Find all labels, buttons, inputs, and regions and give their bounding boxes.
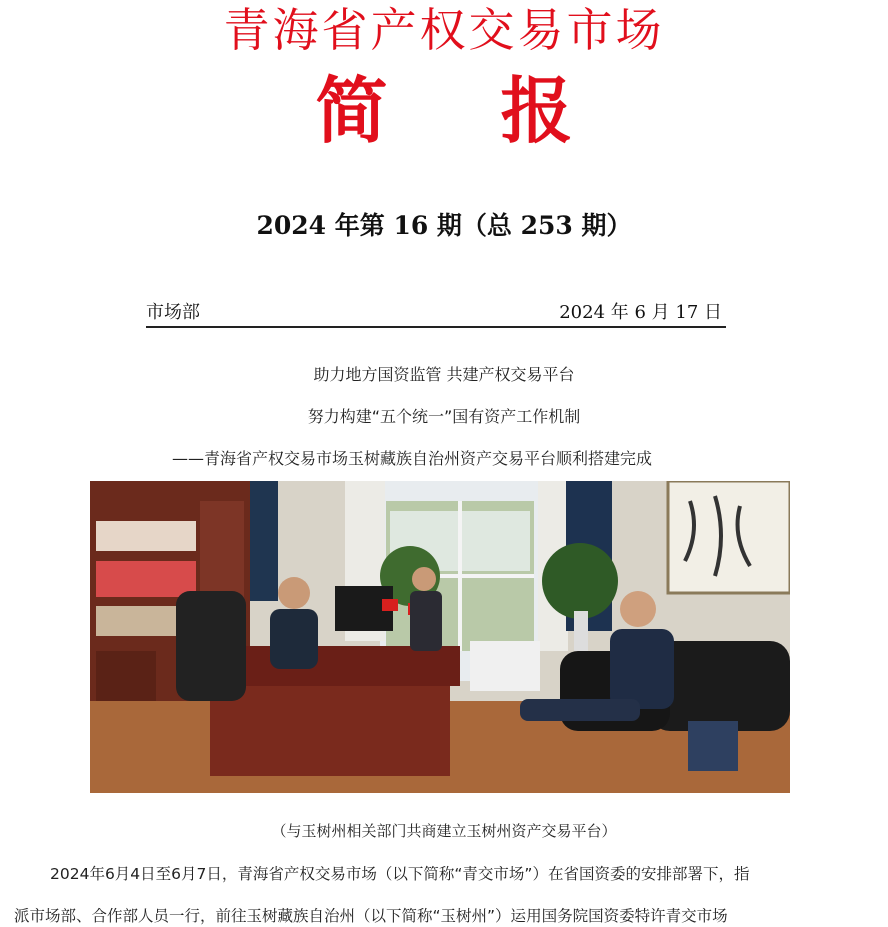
organization-name: 青海省产权交易市场 [223, 3, 665, 57]
meta-row [146, 296, 726, 328]
body-paragraph-line-2: 派市场部、合作部人员一行，前往玉树藏族自治州（以下简称“玉树州”）运用国务院国资委特许青交市场 [14, 907, 728, 925]
headline-primary: 助力地方国资监管 共建产权交易平台 [313, 365, 575, 384]
photo-caption: （与玉树州相关部门共商建立玉树州资产交易平台） [271, 822, 617, 840]
department-label: 市场部 [146, 302, 200, 323]
publish-date: 2024 年 6 月 17 日 [559, 302, 722, 323]
issue-number: 2024 年第 16 期（总 253 期） [256, 211, 632, 240]
headline-secondary: 努力构建“五个统一”国有资产工作机制 [307, 407, 581, 426]
briefing-title: 简 报 [315, 69, 617, 153]
body-paragraph-line-1: 2024年6月4日至6月7日，青海省产权交易市场（以下简称“青交市场”）在省国资委的安排部署下，指 [50, 865, 750, 883]
meeting-photo [90, 481, 790, 793]
headline-subtitle: ——青海省产权交易市场玉树藏族自治州资产交易平台顺利搭建完成 [172, 449, 653, 468]
